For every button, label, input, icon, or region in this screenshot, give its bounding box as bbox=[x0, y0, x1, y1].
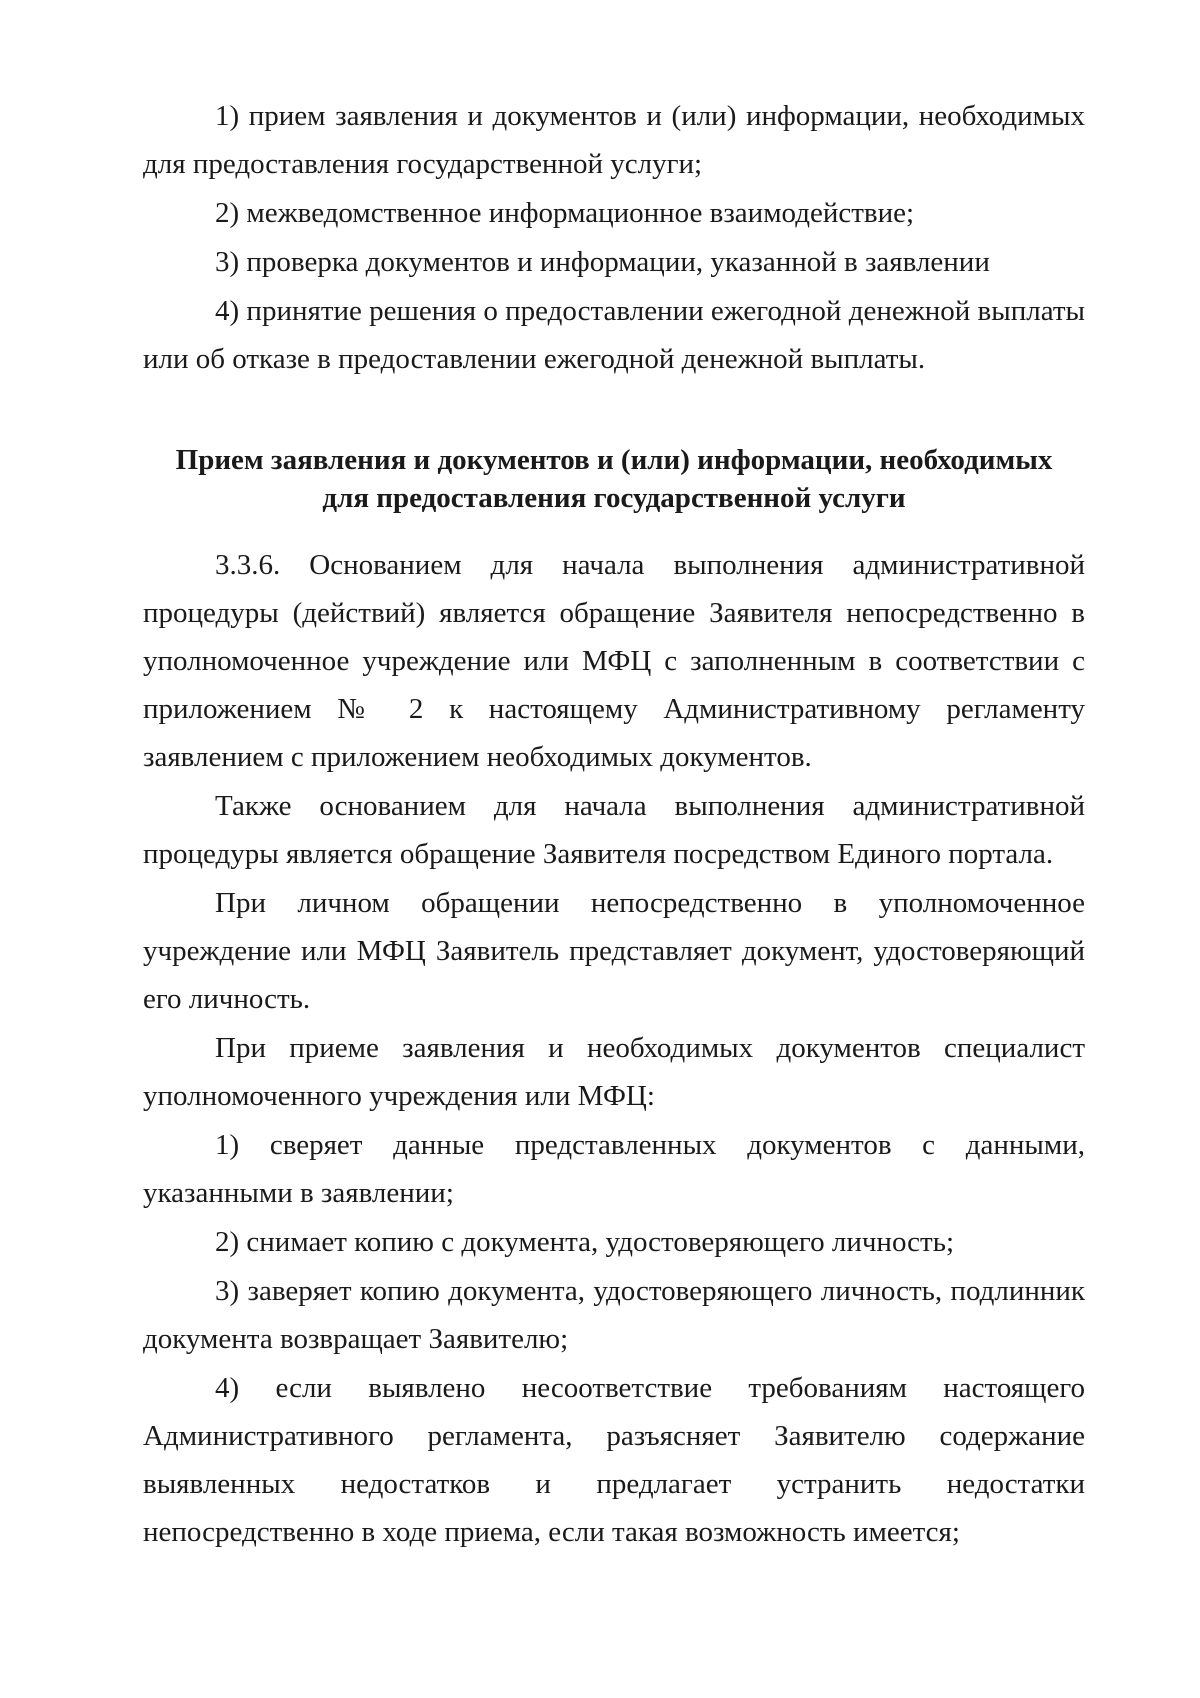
duty-item-1: 1) сверяет данные представленных документов с данными, указанными в заявлении; bbox=[143, 1129, 1085, 1209]
section-heading-line-1: Прием заявления и документов и (или) информации, необходимых bbox=[175, 444, 1053, 476]
duty-item-4: 4) если выявлено несоответствие требованиям настоящего Административного регламента, разъясняет Заявителю содержание выявленных недостатков и предлагает устранить недостатки непосредственно в ходе приема, если такая возможность имеется; bbox=[143, 1372, 1085, 1548]
paragraph-portal-basis: Также основанием для начала выполнения административной процедуры является обращение Заявителя посредством Единого портала. bbox=[143, 790, 1085, 870]
paragraph-3-3-6: 3.3.6. Основанием для начала выполнения административной процедуры (действий) является обращение Заявителя непосредственно в уполномоченное учреждение или МФЦ с заполненным в соответствии с приложением № 2 к настоящему Административному регламенту заявлением с приложением необходимых документов. bbox=[143, 549, 1085, 773]
duty-item-2: 2) снимает копию с документа, удостоверяющего личность; bbox=[215, 1226, 955, 1258]
paragraph-specialist-duties: При приеме заявления и необходимых документов специалист уполномоченного учреждения или МФЦ: bbox=[143, 1032, 1085, 1112]
duty-item-3: 3) заверяет копию документа, удостоверяющего личность, подлинник документа возвращает Заявителю; bbox=[143, 1275, 1085, 1355]
section-heading bbox=[143, 441, 1085, 517]
paragraph-personal-visit: При личном обращении непосредственно в уполномоченное учреждение или МФЦ Заявитель представляет документ, удостоверяющий его личность. bbox=[143, 887, 1085, 1015]
section-heading-line-2: для предоставления государственной услуги bbox=[322, 482, 906, 514]
intro-list-item-4: 4) принятие решения о предоставлении ежегодной денежной выплаты или об отказе в предоставлении ежегодной денежной выплаты. bbox=[143, 295, 1085, 375]
intro-list-item-2: 2) межведомственное информационное взаимодействие; bbox=[215, 197, 915, 229]
intro-list-item-3: 3) проверка документов и информации, указанной в заявлении bbox=[215, 246, 990, 278]
document-content bbox=[143, 92, 1085, 1556]
intro-list-item-1: 1) прием заявления и документов и (или) информации, необходимых для предоставления государственной услуги; bbox=[143, 100, 1085, 180]
